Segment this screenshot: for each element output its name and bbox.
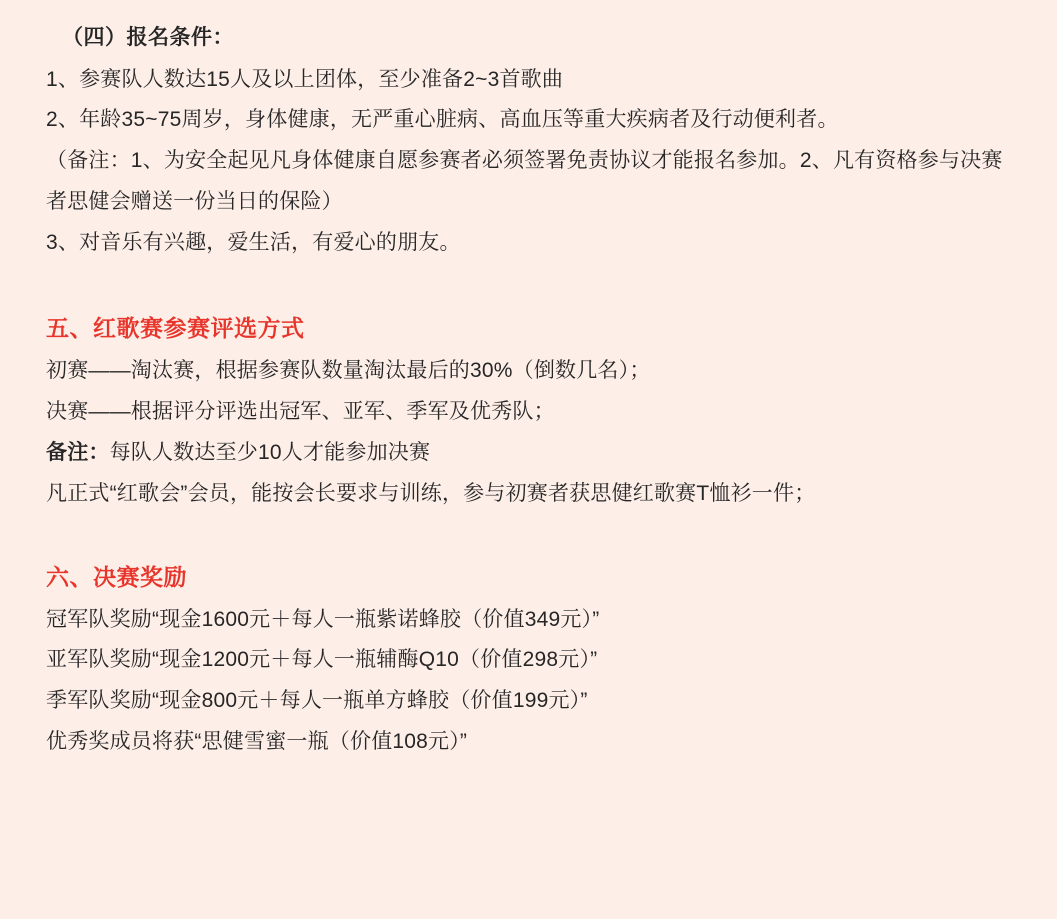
- registration-condition-note: （备注：1、为安全起见凡身体健康自愿参赛者必须签署免责协议才能报名参加。2、凡有资格参与决赛者思健会赠送一份当日的保险）: [46, 149, 1003, 214]
- award-excellence-line: 优秀奖成员将获“思健雪蜜一瓶（价值108元）”: [46, 730, 468, 754]
- evaluation-note-line: [46, 433, 1011, 474]
- section-final-awards: [46, 559, 1011, 764]
- section-spacer-two: [46, 515, 1011, 559]
- evaluation-preliminary-line: 初赛——淘汰赛，根据参赛队数量淘汰最后的30%（倒数几名）；: [46, 358, 651, 382]
- section-spacer-one: [46, 264, 1011, 310]
- evaluation-member-line: 凡正式“红歌会”会员，能按会长要求与训练，参与初赛者获思健红歌赛T恤衫一件；: [46, 481, 816, 505]
- registration-condition-line-2: 2、年龄35~75周岁，身体健康，无严重心脏病、高血压等重大疾病者及行动便利者。: [46, 108, 839, 132]
- section-evaluation-method: [46, 310, 1011, 515]
- registration-condition-line-1: 1、参赛队人数达15人及以上团体，至少准备2~3首歌曲: [46, 67, 564, 91]
- evaluation-method-heading: 五、红歌赛参赛评选方式: [46, 315, 305, 342]
- registration-condition-line-3: 3、对音乐有兴趣，爱生活，有爱心的朋友。: [46, 231, 461, 255]
- award-third-place-line: 季军队奖励“现金800元＋每人一瓶单方蜂胶（价值199元）”: [46, 689, 588, 713]
- final-awards-heading: 六、决赛奖励: [46, 563, 187, 590]
- registration-conditions-heading: （四）报名条件：: [62, 26, 234, 49]
- section-registration-conditions: [46, 22, 1011, 264]
- evaluation-final-line: 决赛——根据评分评选出冠军、亚军、季军及优秀队；: [46, 399, 555, 423]
- award-champion-line: 冠军队奖励“现金1600元＋每人一瓶紫诺蜂胶（价值349元）”: [46, 607, 600, 631]
- evaluation-note-text: 每队人数达至少10人才能参加决赛: [109, 440, 431, 464]
- evaluation-note-label: 备注：: [46, 440, 110, 464]
- award-runner-up-line: 亚军队奖励“现金1200元＋每人一瓶辅酶Q10（价值298元）”: [46, 648, 598, 672]
